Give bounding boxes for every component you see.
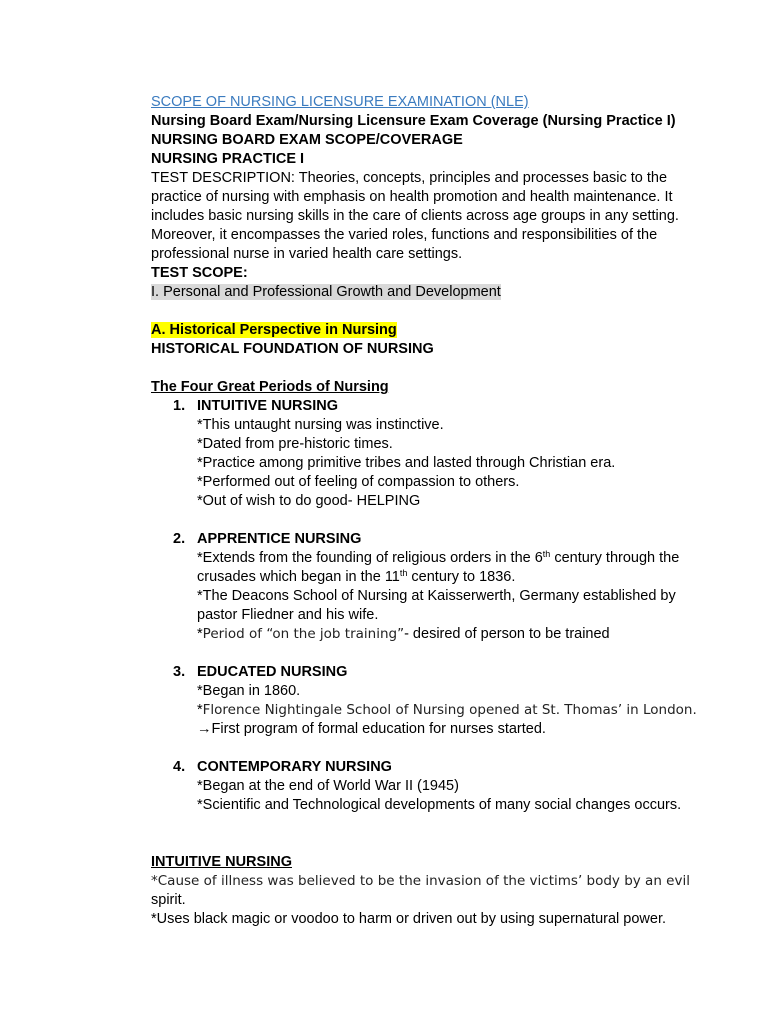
period-title: APPRENTICE NURSING <box>197 531 362 547</box>
text-part: *Extends from the founding of religious orders in the 6 <box>197 550 543 566</box>
text-part: First program of formal education for nurses started. <box>211 721 546 737</box>
period-line: *Practice among primitive tribes and lasted through Christian era. <box>197 455 616 471</box>
period-line: *Began in 1860. <box>197 683 301 699</box>
period-line <box>151 549 721 568</box>
period-number: 2. <box>173 531 186 547</box>
text-part: century through the <box>550 550 680 566</box>
intuitive-line: *Uses black magic or voodoo to harm or driven out by using supernatural power. <box>151 911 667 927</box>
intuitive-nursing-heading: INTUITIVE NURSING <box>151 854 292 870</box>
period-line <box>151 568 721 587</box>
period-line <box>151 701 721 720</box>
period-number: 1. <box>173 398 186 414</box>
period-line: *Dated from pre-historic times. <box>197 436 393 452</box>
four-periods-heading: The Four Great Periods of Nursing <box>151 379 389 395</box>
text-part: * <box>197 626 203 642</box>
text-part: crusades which began in the 11 <box>197 569 400 585</box>
period-line: *Out of wish to do good- HELPING <box>197 493 421 509</box>
period-line: *Began at the end of World War II (1945) <box>197 778 459 794</box>
scope-heading: NURSING BOARD EXAM SCOPE/COVERAGE <box>151 132 463 148</box>
period-title: INTUITIVE NURSING <box>197 398 338 414</box>
period-line: pastor Fliedner and his wife. <box>197 607 379 623</box>
scope-item: I. Personal and Professional Growth and Development <box>151 284 501 300</box>
test-description: TEST DESCRIPTION: Theories, concepts, principles and processes basic to the practice of nursing with emphasis on health promotion and health maintenance. It includes basic nursing skills in the care of clients across age groups in any setting. Moreover, it encompasses the varied roles, functions and responsibilities of the professional nurse in varied health care settings. <box>151 170 679 262</box>
text-part: Period of “on the job training” <box>202 626 405 642</box>
period-line <box>151 720 721 739</box>
period-line: *Performed out of feeling of compassion to others. <box>197 474 520 490</box>
period-title: EDUCATED NURSING <box>197 664 348 680</box>
period-line <box>151 625 721 644</box>
text-part: century to 1836. <box>407 569 516 585</box>
text-part: - desired of person to be trained <box>404 626 610 642</box>
document-title-link[interactable]: SCOPE OF NURSING LICENSURE EXAMINATION (NLE) <box>151 94 529 110</box>
practice-heading: NURSING PRACTICE I <box>151 151 305 167</box>
period-item <box>151 663 721 682</box>
period-item <box>151 758 721 777</box>
arrow-icon: → <box>197 721 212 737</box>
superscript: th <box>399 568 408 578</box>
period-item <box>151 530 721 549</box>
document-subtitle: Nursing Board Exam/Nursing Licensure Exam Coverage (Nursing Practice I) <box>151 113 676 129</box>
period-title: CONTEMPORARY NURSING <box>197 759 392 775</box>
period-line: *Scientific and Technological developments of many social changes occurs. <box>197 797 682 813</box>
test-scope-label: TEST SCOPE: <box>151 265 248 281</box>
text-part: * <box>197 702 203 718</box>
period-item <box>151 397 721 416</box>
period-number: 3. <box>173 664 186 680</box>
text-part: Florence Nightingale School of Nursing opened at St. Thomas’ in London. <box>202 702 697 718</box>
document-page <box>151 93 721 929</box>
superscript: th <box>542 549 551 559</box>
period-line: *This untaught nursing was instinctive. <box>197 417 444 433</box>
period-number: 4. <box>173 759 186 775</box>
intuitive-line: spirit. <box>151 892 186 908</box>
historical-foundation-heading: HISTORICAL FOUNDATION OF NURSING <box>151 341 434 357</box>
section-a-title: A. Historical Perspective in Nursing <box>151 322 397 338</box>
period-line: *The Deacons School of Nursing at Kaisserwerth, Germany established by <box>197 588 676 604</box>
intuitive-line: *Cause of illness was believed to be the invasion of the victims’ body by an evil <box>151 873 690 889</box>
